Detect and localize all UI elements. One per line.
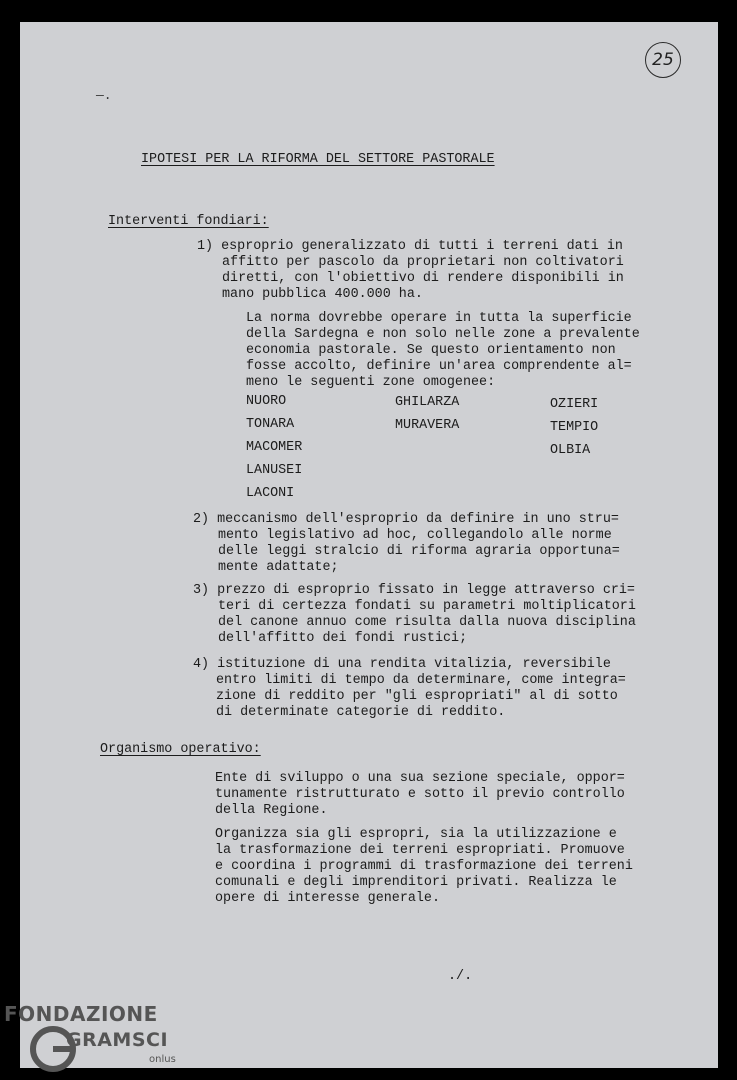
item4-line: zione di reddito per "gli espropriati" al di sotto — [216, 689, 618, 704]
section2-para1-line: Ente di sviluppo o una sua sezione speciale, oppor= — [215, 771, 625, 786]
document-page — [20, 22, 718, 1068]
watermark-line2: GRAMSCI — [66, 1029, 169, 1051]
item3-line: teri di certezza fondati su parametri moltiplicatori — [218, 599, 636, 614]
item1-para-line: meno le seguenti zone omogenee: — [246, 375, 496, 390]
item3-line: dell'affitto dei fondi rustici; — [218, 631, 468, 646]
page-number: 25 — [645, 42, 681, 78]
item1-line: mano pubblica 400.000 ha. — [222, 287, 423, 302]
item2-line: mente adattate; — [218, 560, 339, 575]
section-heading-interventi: Interventi fondiari: — [108, 214, 269, 229]
zone-name: GHILARZA — [395, 395, 460, 410]
section2-para2-line: la trasformazione dei terreni espropriati. Promuove — [215, 843, 625, 858]
item1-line: diretti, con l'obiettivo di rendere disponibili in — [222, 271, 624, 286]
section2-para1-line: della Regione. — [215, 803, 328, 818]
item3-line: del canone annuo come risulta dalla nuova disciplina — [218, 615, 636, 630]
zone-name: LANUSEI — [246, 463, 303, 478]
zone-name: NUORO — [246, 394, 287, 409]
section2-para2-line: comunali e degli imprenditori privati. Realizza le — [215, 875, 617, 890]
section2-para2-line: e coordina i programmi di trasformazione dei terreni — [215, 859, 633, 874]
zone-name: LACONI — [246, 486, 295, 501]
zone-name: MACOMER — [246, 440, 303, 455]
section2-para1-line: tunamente ristrutturato e sotto il previo controllo — [215, 787, 625, 802]
continuation-mark: ./. — [448, 969, 473, 984]
watermark-line1: FONDAZIONE — [4, 1002, 158, 1026]
section-heading-organismo: Organismo operativo: — [100, 742, 261, 757]
item4-line: di determinate categorie di reddito. — [216, 705, 506, 720]
document-title: IPOTESI PER LA RIFORMA DEL SETTORE PASTORALE — [141, 152, 495, 167]
zone-name: TONARA — [246, 417, 295, 432]
item2-line: 2) meccanismo dell'esproprio da definire in uno stru= — [193, 512, 619, 527]
fondazione-gramsci-watermark — [4, 1002, 184, 1076]
item1-para-line: fosse accolto, definire un'area comprendente al= — [246, 359, 632, 374]
zone-name: TEMPIO — [550, 420, 599, 435]
item1-para-line: della Sardegna e non solo nelle zone a prevalente — [246, 327, 640, 342]
item1-para-line: La norma dovrebbe operare in tutta la superficie — [246, 311, 632, 326]
zone-name: MURAVERA — [395, 418, 460, 433]
zone-name: OLBIA — [550, 443, 591, 458]
item1-line: 1) esproprio generalizzato di tutti i terreni dati in — [197, 239, 623, 254]
item1-line: affitto per pascolo da proprietari non coltivatori — [222, 255, 624, 270]
item2-line: delle leggi stralcio di riforma agraria opportuna= — [218, 544, 620, 559]
item4-line: entro limiti di tempo da determinare, come integra= — [216, 673, 626, 688]
section2-para2-line: Organizza sia gli espropri, sia la utilizzazione e — [215, 827, 617, 842]
zone-name: OZIERI — [550, 397, 599, 412]
watermark-line3: onlus — [149, 1054, 176, 1065]
item1-para-line: economia pastorale. Se questo orientamento non — [246, 343, 616, 358]
margin-mark: —. — [96, 88, 112, 103]
item2-line: mento legislativo ad hoc, collegandolo alle norme — [218, 528, 612, 543]
item4-line: 4) istituzione di una rendita vitalizia, reversibile — [193, 657, 611, 672]
item3-line: 3) prezzo di esproprio fissato in legge attraverso cri= — [193, 583, 635, 598]
section2-para2-line: opere di interesse generale. — [215, 891, 440, 906]
